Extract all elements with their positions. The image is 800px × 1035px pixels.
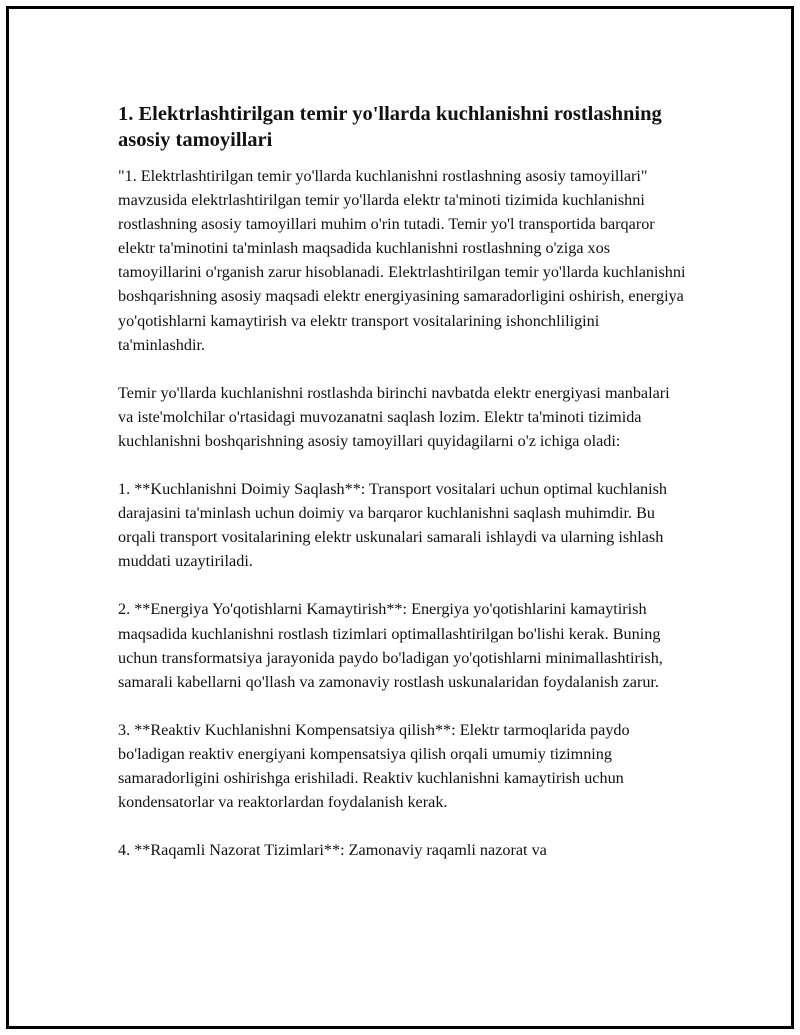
list-item-digital-control: 4. **Raqamli Nazorat Tizimlari**: Zamonaviy raqamli nazorat va bbox=[118, 841, 547, 860]
page-frame bbox=[6, 6, 794, 1029]
document-body bbox=[118, 101, 688, 886]
list-item-constant-voltage: 1. **Kuchlanishni Doimiy Saqlash**: Transport vositalari uchun optimal kuchlanish darajasini ta'minlash uchun doimiy va barqaror kuchlanishni saqlash muhimdir. Bu orqali transport vositalarining elektr uskunalari samarali ishlaydi va ularning ishlash muddati uzaytiriladi. bbox=[118, 480, 667, 571]
list-item-reactive-compensation: 3. **Reaktiv Kuchlanishni Kompensatsiya qilish**: Elektr tarmoqlarida paydo bo'ladigan reaktiv energiyani kompensatsiya qilish orqali umumiy tizimning samaradorligini oshirishga erishiladi. Reaktiv kuchlanishni kamaytirish uchun kondensatorlar va reaktorlardan foydalanish kerak. bbox=[118, 720, 630, 812]
paragraph-principles-intro: Temir yo'llarda kuchlanishni rostlashda birinchi navbatda elektr energiyasi manbalari va iste'molchilar o'rtasidagi muvozanatni saqlash lozim. Elektr ta'minoti tizimida kuchlanishni boshqarishning asosiy tamoyillari quyidagilarni o'z ichiga oladi: bbox=[118, 383, 670, 450]
list-item-energy-losses: 2. **Energiya Yo'qotishlarni Kamaytirish**: Energiya yo'qotishlarini kamaytirish maqsadida kuchlanishni rostlash tizimlari optimallashtirilgan bo'lishi kerak. Buning uchun transformatsiya jarayonida paydo bo'ladigan yo'qotishlarni minimallashtirish, samarali kabellarni qo'llash va zamonaviy rostlash uskunalaridan foydalanish zarur. bbox=[118, 600, 663, 691]
document-title: 1. Elektrlashtirilgan temir yo'llarda kuchlanishni rostlashning asosiy tamoyillari bbox=[118, 103, 662, 151]
paragraph-intro: "1. Elektrlashtirilgan temir yo'llarda kuchlanishni rostlashning asosiy tamoyillari" mavzusida elektrlashtirilgan temir yo'llarda elektr ta'minoti tizimida kuchlanishni rostlashning asosiy tamoyillari muhim o'rin tutadi. Temir yo'l transportida barqaror elektr ta'minotini ta'minlash maqsadida kuchlanishni rostlashning o'ziga xos tamoyillarini o'rganish zarur hisoblanadi. Elektrlashtirilgan temir yo'llarda kuchlanishni boshqarishning asosiy maqsadi elektr energiyasining samaradorligini oshirish, energiya yo'qotishlarni kamaytirish va elektr transport vositalarining ishonchliligini ta'minlashdir. bbox=[118, 167, 686, 354]
